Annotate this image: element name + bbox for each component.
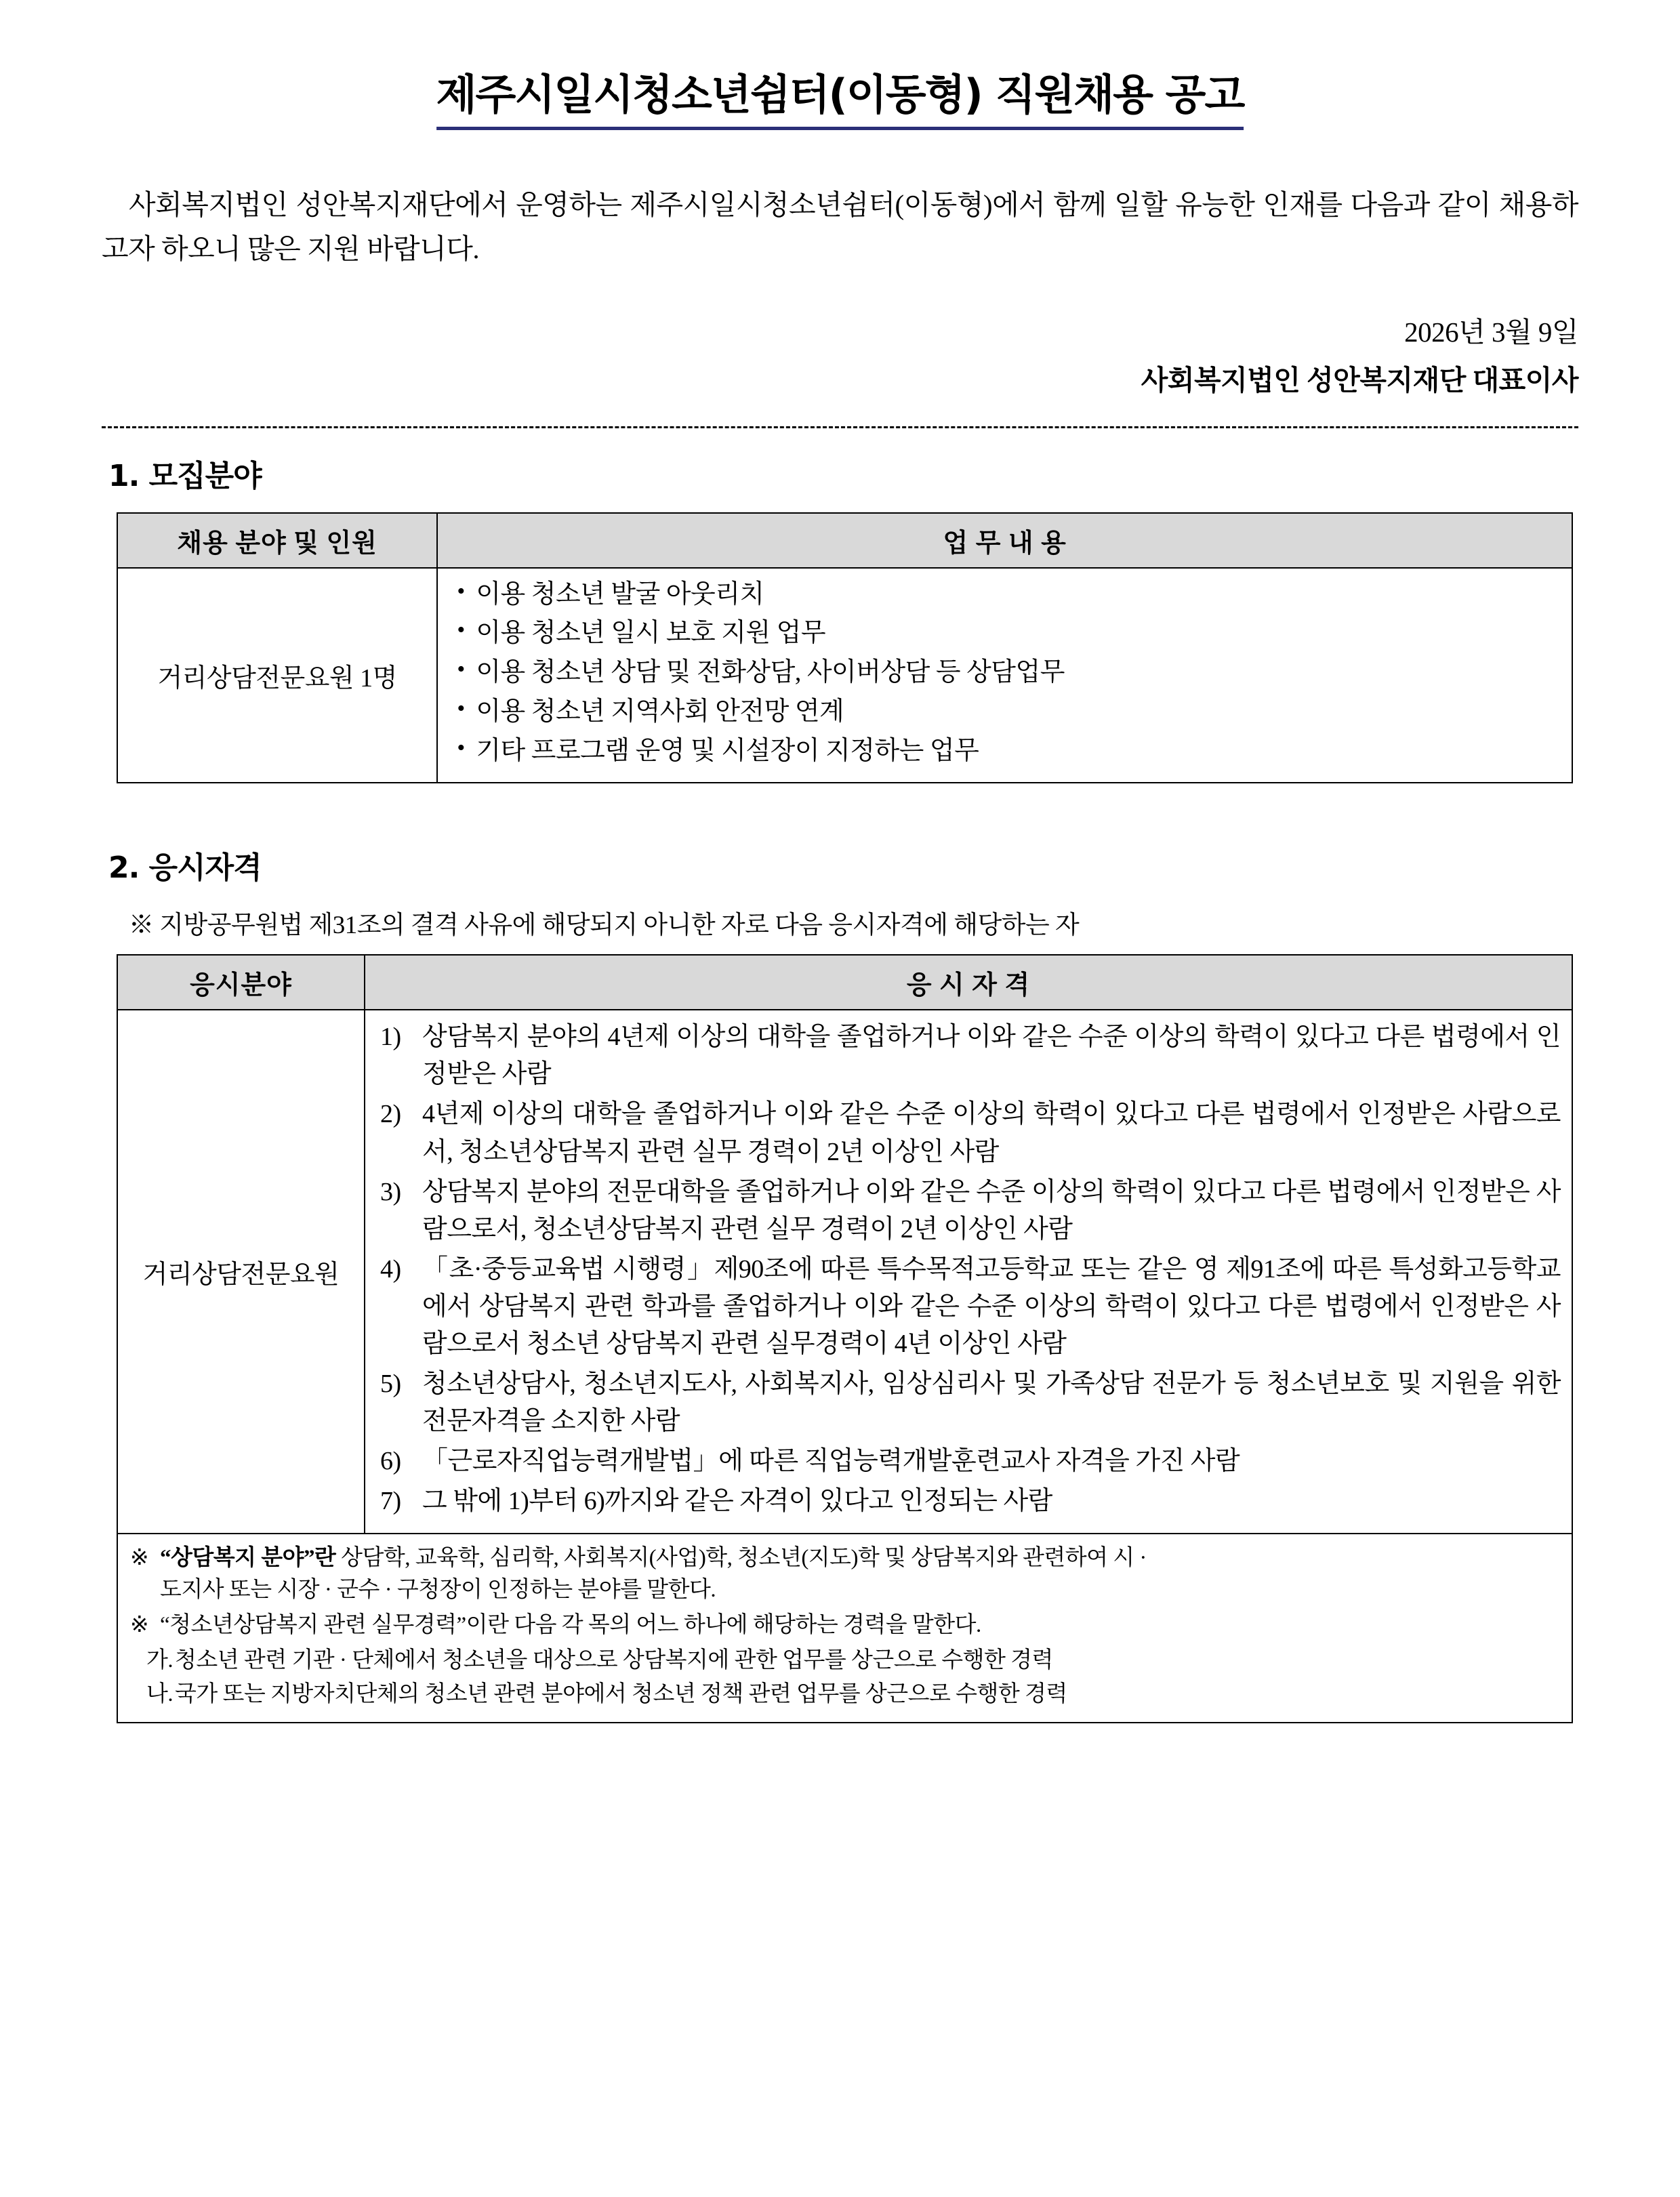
- footnote-mark: ※: [130, 1613, 149, 1638]
- signature-block: [102, 312, 1578, 402]
- table-header-row: [117, 513, 1572, 568]
- footnote-continuation: 도지사 또는 시장 · 군수 · 구청장이 인정하는 분야를 말한다.: [160, 1578, 716, 1603]
- footnotes-cell: [117, 1534, 1572, 1723]
- footnote-sub-text: 청소년 관련 기관 · 단체에서 청소년을 대상으로 상담복지에 관한 업무를 상근으로 수행한 경력: [175, 1648, 1053, 1673]
- footnote-sub-mark: 가.: [146, 1648, 173, 1673]
- footnote-mark: ※: [130, 1545, 149, 1570]
- list-item: • 이용 청소년 발굴 아웃리치: [453, 577, 1561, 613]
- duties-cell: [437, 568, 1572, 783]
- dashed-divider: [102, 426, 1578, 428]
- qualifications-cell: [365, 1010, 1572, 1533]
- footnote-text: 상담학, 교육학, 심리학, 사회복지(사업)학, 청소년(지도)학 및 상담복지와 관련하여 시 ·: [335, 1545, 1147, 1570]
- footnote-sub-text: 국가 또는 지방자치단체의 청소년 관련 분야에서 청소년 정책 관련 업무를 상근으로 수행한 경력: [175, 1681, 1067, 1706]
- section-2-heading: 2. 응시자격: [108, 850, 262, 886]
- footnote-1: [130, 1542, 1559, 1607]
- footnote-sub-mark: 나.: [146, 1681, 173, 1706]
- intro-paragraph: 사회복지법인 성안복지재단에서 운영하는 제주시일시청소년쉼터(이동형)에서 함께 일할 유능한 인재를 다음과 같이 채용하고자 하오니 많은 지원 바랍니다.: [102, 189, 1578, 264]
- list-item: 「초·중등교육법 시행령」제90조에 따른 특수목적고등학교 또는 같은 영 제91조에 따른 특성화고등학교에서 상담복지 관련 학과를 졸업하거나 이와 같은 수준 이상의 학력이 있다고 다른 법령에서 인정받은 사람으로서 청소년 상담복지 관련 실무경력이 4년 이상인 사람: [422, 1254, 1561, 1359]
- list-item: 상담복지 분야의 4년제 이상의 대학을 졸업하거나 이와 같은 수준 이상의 학력이 있다고 다른 법령에서 인정받은 사람: [422, 1023, 1561, 1089]
- list-item: • 이용 청소년 상담 및 전화상담, 사이버상담 등 상담업무: [453, 655, 1561, 691]
- list-item: 상담복지 분야의 전문대학을 졸업하거나 이와 같은 수준 이상의 학력이 있다고 다른 법령에서 인정받은 사람으로서, 청소년상담복지 관련 실무 경력이 2년 이상인 사람: [422, 1177, 1561, 1244]
- col-header-qualifications: 응 시 자 격: [365, 955, 1572, 1010]
- list-item: • 이용 청소년 지역사회 안전망 연계: [453, 694, 1561, 731]
- issuing-organization: 사회복지법인 성안복지재단 대표이사: [1141, 365, 1578, 396]
- footnote-2: [130, 1609, 1559, 1642]
- footnote-text: “청소년상담복지 관련 실무경력”이란 다음 각 목의 어느 하나에 해당하는 경력을 말한다.: [160, 1613, 981, 1638]
- page-title: 제주시일시청소년쉼터(이동형) 직원채용 공고: [436, 61, 1244, 130]
- footnote-sub-b: [130, 1679, 1559, 1711]
- footnote-sub-a: [130, 1645, 1559, 1677]
- announcement-date: 2026년 3월 9일: [1404, 316, 1578, 348]
- table-row: [117, 568, 1572, 783]
- apply-field-value: 거리상담전문요원: [117, 1010, 365, 1533]
- col-header-duties: 업 무 내 용: [437, 513, 1572, 568]
- list-item: • 기타 프로그램 운영 및 시설장이 지정하는 업무: [453, 733, 1561, 770]
- eligibility-table: [117, 954, 1573, 1723]
- section-1-heading: 1. 모집분야: [108, 458, 262, 493]
- col-header-apply-field: 응시분야: [117, 955, 365, 1010]
- recruitment-field-table: [117, 512, 1573, 784]
- list-item: 4년제 이상의 대학을 졸업하거나 이와 같은 수준 이상의 학력이 있다고 다른 법령에서 인정받은 사람으로서, 청소년상담복지 관련 실무 경력이 2년 이상인 사람: [422, 1100, 1561, 1166]
- duties-list: [453, 577, 1561, 771]
- list-item: 청소년상담사, 청소년지도사, 사회복지사, 임상심리사 및 가족상담 전문가 등 청소년보호 및 지원을 위한 전문자격을 소지한 사람: [422, 1370, 1561, 1436]
- col-header-field: 채용 분야 및 인원: [117, 513, 437, 568]
- table-row: [117, 1010, 1572, 1533]
- footnote-term: “상담복지 분야”란: [160, 1545, 336, 1570]
- recruit-field-value: 거리상담전문요원 1명: [117, 568, 437, 783]
- qualification-list: [380, 1019, 1561, 1520]
- list-item: 「근로자직업능력개발법」에 따른 직업능력개발훈련교사 자격을 가진 사람: [422, 1447, 1240, 1476]
- list-item: 그 밖에 1)부터 6)까지와 같은 자격이 있다고 인정되는 사람: [422, 1487, 1052, 1516]
- table-header-row: [117, 955, 1572, 1010]
- table-footnote-row: [117, 1534, 1572, 1723]
- eligibility-note: ※ 지방공무원법 제31조의 결격 사유에 해당되지 아니한 자로 다음 응시자격에 해당하는 자: [129, 911, 1080, 940]
- list-item: • 이용 청소년 일시 보호 지원 업무: [453, 615, 1561, 652]
